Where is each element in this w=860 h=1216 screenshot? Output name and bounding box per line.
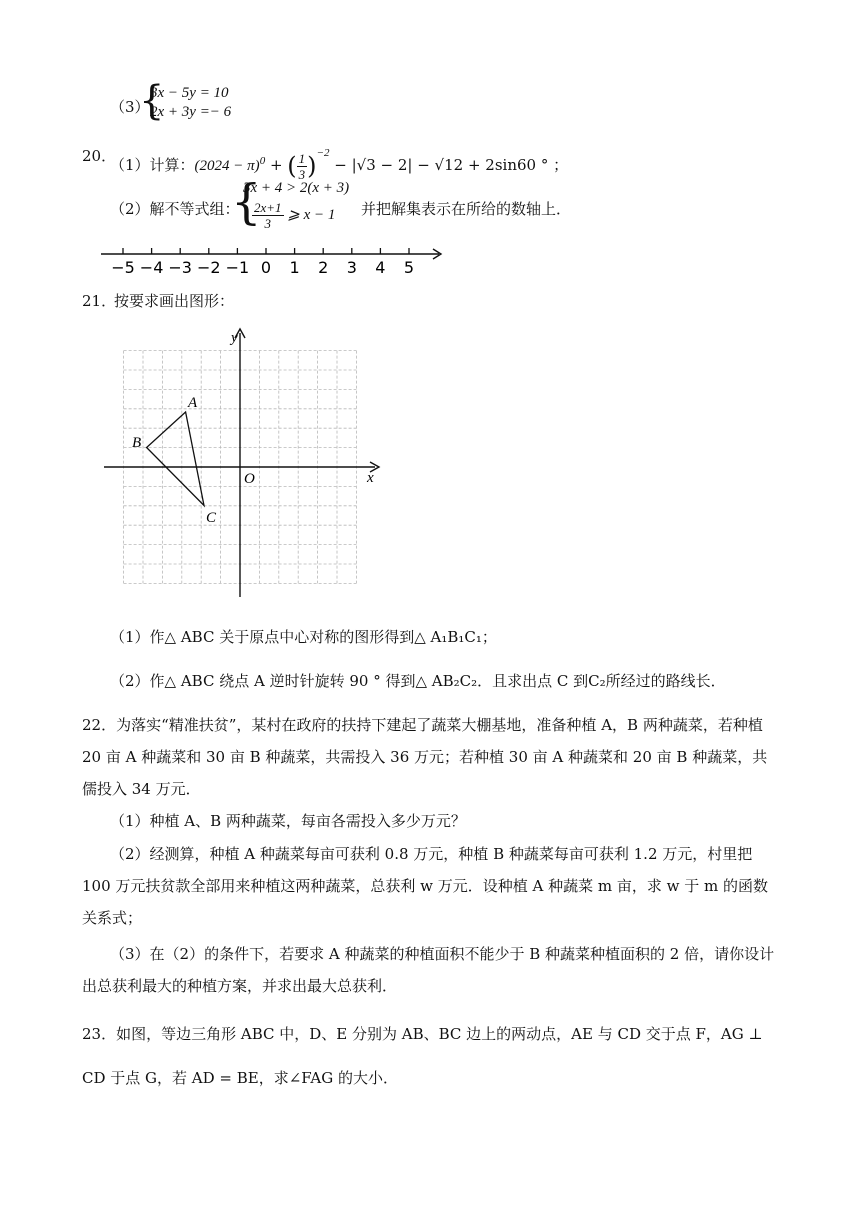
q19-eq2: 2x + 3y =− 6 — [150, 104, 232, 120]
y-label: y — [231, 330, 238, 346]
q20-part1-label: （1）计算： — [110, 156, 195, 174]
q20-expr-a: (2024 − π) — [194, 158, 260, 174]
q20-part2-tail: 并把解集表示在所给的数轴上． — [361, 200, 572, 218]
point-c-label: C — [206, 510, 217, 526]
q20-frac-third: $\frac{1}{3}$ — [298, 150, 306, 182]
number-line-tick-label: −3 — [168, 258, 192, 277]
q23-stem-text: 如图，等边三角形 ABC 中，D、E 分别为 AB、BC 边上的两动点，AE 与 CD 交于点 F，AG ⊥ CD 于点 G，若 AD = BE，求∠FAG 的大小． — [82, 1025, 763, 1087]
number-line — [95, 246, 455, 278]
q19-eq1: 3x − 5y = 10 — [150, 85, 229, 101]
triangle-abc — [147, 412, 204, 506]
number-line-tick-label: −2 — [197, 258, 221, 277]
q19-brace: { — [139, 78, 165, 124]
q21-intro: 按要求画出图形： — [114, 292, 235, 310]
q20-brace: { — [231, 174, 262, 230]
q21-part1: （1）作△ ABC 关于原点中心对称的图形得到△ A₁B₁C₁； — [110, 628, 497, 646]
q20-sup-neg2: −2 — [316, 147, 330, 159]
q20-ineq2 — [252, 200, 335, 231]
number-line-tick-label: −4 — [139, 258, 164, 277]
q22-number: 22． — [82, 716, 117, 734]
origin-label: O — [244, 471, 255, 487]
q22-part1: （1）种植 A、B 两种蔬菜，每亩各需投入多少万元？ — [110, 812, 466, 830]
point-a-label: A — [188, 395, 198, 411]
q20-ineq2-frac: $\frac{2x+1}{3}$ — [254, 200, 282, 231]
q19-system — [150, 84, 231, 122]
q20-ineq2-rest: ⩾ x − 1 — [287, 206, 336, 223]
q20-ineq1: 3x + 4 > 2(x + 3) — [243, 180, 350, 196]
q21-number: 21． — [82, 292, 117, 310]
q22-stem — [82, 709, 782, 805]
x-label: x — [367, 470, 374, 486]
number-line-tick-label: 5 — [403, 258, 415, 277]
point-b-label: B — [132, 435, 142, 451]
coordinate-grid-figure — [100, 325, 390, 600]
q20-sup0: 0 — [259, 155, 266, 167]
q19-part3-label: （3） — [110, 98, 150, 116]
number-line-tick-label: 1 — [289, 258, 300, 277]
q22-part2: （2）经测算，种植 A 种蔬菜每亩可获利 0.8 万元，种植 B 种蔬菜每亩可获利 1.2 万元，村里把 100 万元扶贫款全部用来种植这两种蔬菜，总获利 w 万元．设种植 A 种蔬菜 m 亩，求 w 于 m 的函数关系式； — [82, 845, 769, 927]
number-line-tick-label: 3 — [346, 258, 357, 277]
number-line-tick-label: −1 — [225, 258, 250, 277]
q20-expr-rest: − |√3 − 2| − √12 + 2sin60 ° ； — [329, 156, 569, 174]
q20-part2-label: （2）解不等式组： — [110, 200, 240, 218]
q20-number: 20． — [82, 147, 117, 165]
q22-part3: （3）在（2）的条件下，若要求 A 种蔬菜的种植面积不能少于 B 种蔬菜种植面积的 2 倍，请你设计出总获利最大的种植方案，并求出最大总获利． — [82, 945, 775, 995]
number-line-tick-label: 2 — [318, 258, 329, 277]
q20-part1: （1）计算：$(2024 - \pi)^0$ + ( $\frac{1}{3}$ )$^{-2}$ − |√3 − 2| − √12 + 2sin60 ° ； — [110, 147, 569, 182]
q23-stem — [82, 1012, 782, 1100]
number-line-tick-label: 4 — [375, 258, 386, 277]
q20-plus: + — [265, 156, 288, 174]
number-line-tick-label: 0 — [260, 258, 272, 277]
q23-number: 23． — [82, 1025, 117, 1043]
q21-part2: （2）作△ ABC 绕点 A 逆时针旋转 90 ° 得到△ AB₂C₂．且求出点 C 到C₂所经过的路线长． — [110, 672, 726, 690]
q22-stem-text: 为落实“精准扶贫”，某村在政府的扶持下建起了蔬菜大棚基地，准备种植 A，B 两种蔬菜，若种植 20 亩 A 种蔬菜和 30 亩 B 种蔬菜，共需投入 36 万元；若种植 30 亩 A 种蔬菜和 20 亩 B 种蔬菜，共儒投入 34 万元． — [82, 716, 768, 798]
number-line-tick-label: −5 — [111, 258, 135, 277]
